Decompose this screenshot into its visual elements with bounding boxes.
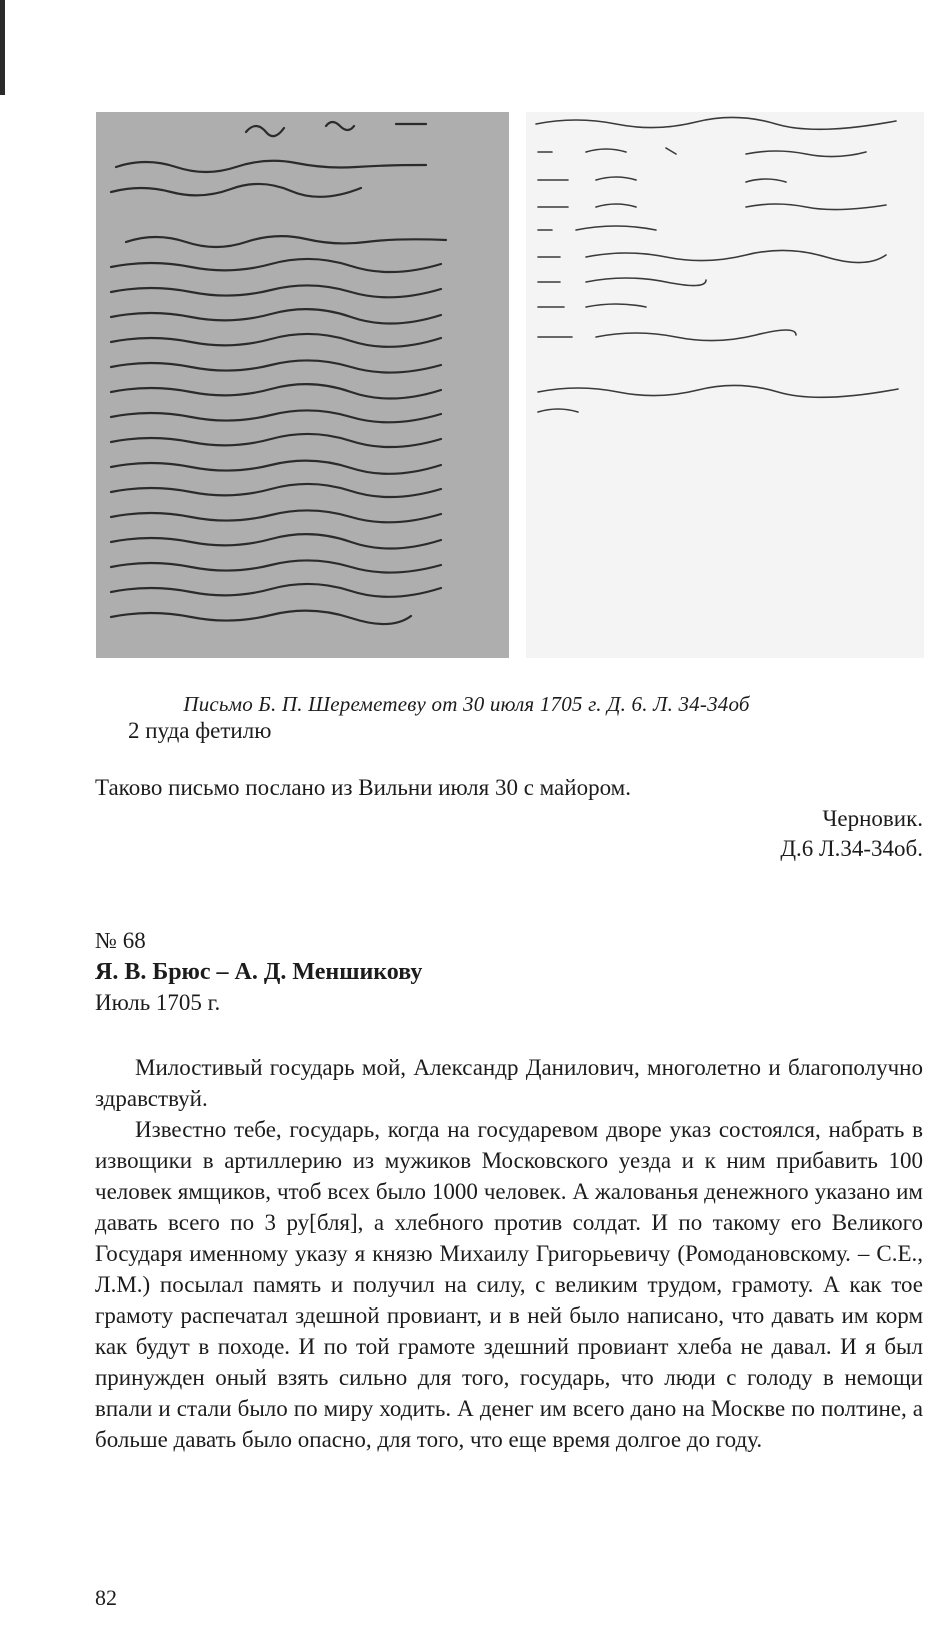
draft-note: Черновик.	[822, 806, 923, 831]
closing-line: Таково письмо послано из Вильни июля 30 с майором.	[95, 775, 631, 800]
archive-reference: Д.6 Л.34-34об.	[780, 836, 923, 861]
letter-date: Июль 1705 г.	[95, 990, 221, 1015]
paragraph: Известно тебе, государь, когда на государевом дворе указ состоялся, набрать в извощики в артиллерию из мужиков Московского уезда и к ним прибавить 100 человек ямщиков, чтоб всех было 1000 человек. А жалованья денежного указано им давать всего по 3 ру[бля], а хлебного против солдат. И по такому его Великого Государя именному указу я князю Михаилу Григорьевичу (Ромодановскому. – С.Е., Л.М.) посылал память и получил на силу, с великим трудом, грамоту. А как тое грамоту распечатал здешной провиант, и в ней было написано, что давать им корм как будут в походе. И по той грамоте здешний провиант хлеба не давал. И я был принужден оный взять сильно для того, государь, что люди с голоду в немощи впали и стали было по миру ходить. А денег им всего дано на Москве по полтине, а больше давать было опасно, для того, что еще время долгое до году.	[95, 1117, 923, 1452]
page-number: 82	[95, 1585, 117, 1610]
figure-caption: Письмо Б. П. Шереметеву от 30 июля 1705 г. Д. 6. Л. 34-34об	[183, 692, 750, 716]
letter-body	[95, 1052, 923, 1455]
manuscript-scan-left	[96, 112, 509, 658]
letter-heading: Я. В. Брюс – А. Д. Меншикову	[95, 959, 423, 985]
manuscript-scan-right	[526, 112, 924, 658]
page-edge-mark	[0, 0, 5, 95]
paragraph: Милостивый государь мой, Александр Данилович, многолетно и благополучно здравствуй.	[95, 1055, 923, 1111]
manuscript-figure	[96, 112, 924, 658]
letter-number: № 68	[95, 928, 146, 953]
item-line: 2 пуда фетилю	[128, 718, 272, 743]
